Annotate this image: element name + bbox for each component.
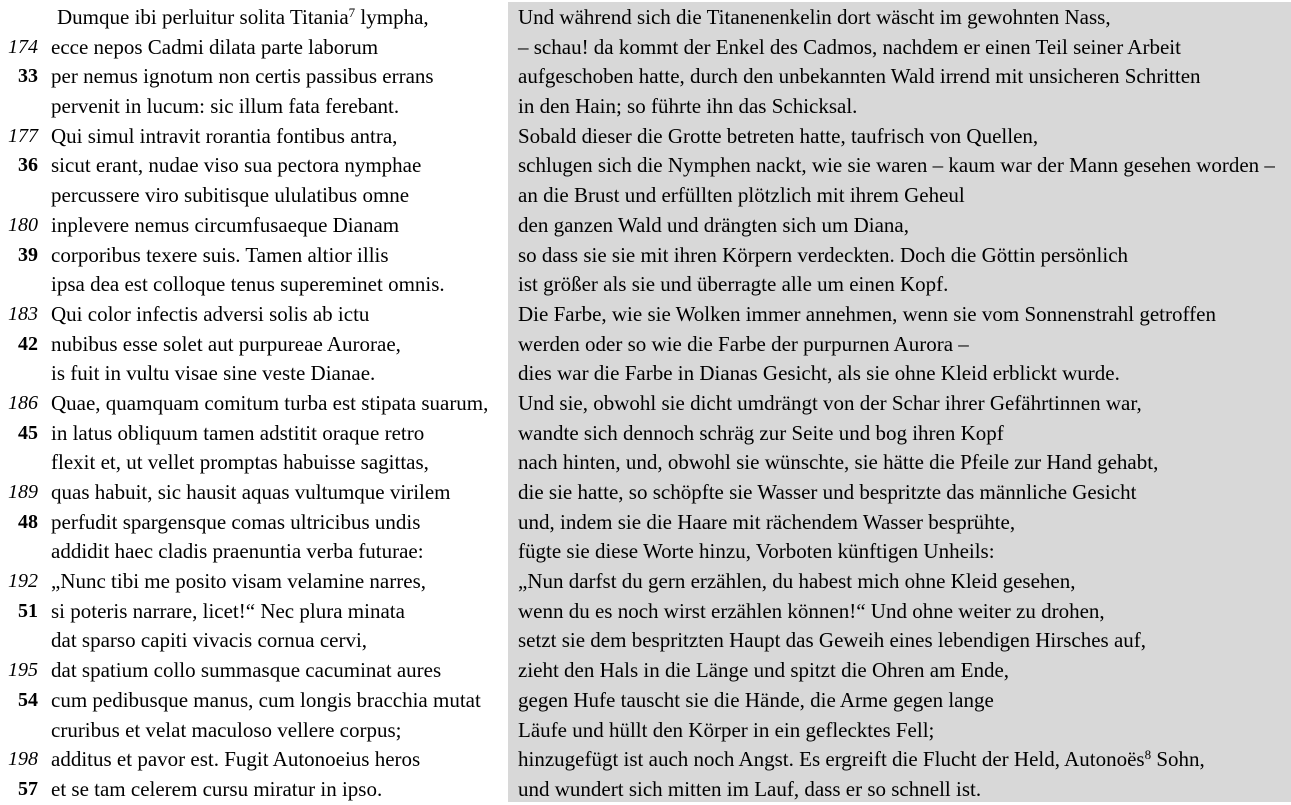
- german-verse-text: setzt sie dem bespritzten Haupt das Geweih eines lebendigen Hirsches auf,: [518, 628, 1147, 653]
- latin-line: [0, 478, 508, 508]
- german-line: [508, 300, 1291, 330]
- latin-line: [0, 448, 508, 478]
- german-verse-text: aufgeschoben hatte, durch den unbekannten Wald irrend mit unsicheren Schritten: [518, 64, 1201, 89]
- german-line: [508, 389, 1291, 419]
- latin-verse-text: quas habuit, sic hausit aquas vultumque virilem: [51, 480, 451, 504]
- german-verse-text: an die Brust und erfüllten plötzlich mit ihrem Geheul: [518, 183, 965, 208]
- latin-line: [0, 389, 508, 419]
- german-line: [508, 270, 1291, 300]
- latin-line: [0, 92, 508, 122]
- latin-line: [0, 686, 508, 716]
- latin-verse-text: in latus obliquum tamen adstitit oraque retro: [51, 420, 425, 445]
- german-verse-text: nach hinten, und, obwohl sie wünschte, sie hätte die Pfeile zur Hand gehabt,: [518, 450, 1159, 475]
- verse-line-number: [0, 359, 38, 389]
- verse-line-number: [0, 716, 38, 746]
- latin-line: [0, 597, 508, 627]
- latin-verse-text: addidit haec cladis praenuntia verba futurae:: [51, 539, 424, 564]
- verse-line-number: 51: [18, 599, 38, 622]
- verse-line-number: 183: [8, 302, 38, 325]
- latin-verse-text: corporibus texere suis. Tamen altior illis: [51, 242, 389, 267]
- german-translation-column: [508, 2, 1291, 802]
- german-line: [508, 716, 1291, 746]
- german-verse-text: fügte sie diese Worte hinzu, Vorboten künftigen Unheils:: [518, 539, 995, 564]
- latin-line: [0, 300, 508, 330]
- latin-line: [0, 716, 508, 746]
- latin-verse-text: inplevere nemus circumfusaeque Dianam: [51, 212, 400, 237]
- german-line: [508, 597, 1291, 627]
- latin-verse-text: nubibus esse solet aut purpureae Aurorae,: [51, 331, 401, 356]
- latin-verse-text: pervenit in lucum: sic illum fata ferebant.: [51, 94, 400, 119]
- german-line: [508, 448, 1291, 478]
- german-verse-text: – schau! da kommt der Enkel des Cadmos, nachdem er einen Teil seiner Arbeit: [518, 34, 1181, 59]
- latin-verse-text: Quae, quamquam comitum turba est stipata suarum,: [51, 390, 489, 415]
- latin-verse-text: dat spatium collo summasque cacuminat aures: [51, 658, 442, 683]
- latin-verse-text: Qui simul intravit rorantia fontibus antra,: [51, 123, 398, 148]
- german-verse-text: so dass sie sie mit ihren Körpern verdeckten. Doch die Göttin persönlich: [518, 242, 1129, 267]
- verse-line-number: 48: [18, 510, 38, 533]
- verse-line-number: 36: [18, 154, 38, 177]
- latin-verse-text: Dumque ibi perluitur solita Titania$^7$ lympha,: [57, 5, 429, 29]
- german-line: [508, 3, 1291, 33]
- latin-line: [0, 419, 508, 449]
- verse-line-number: [0, 3, 38, 33]
- german-line: [508, 330, 1291, 360]
- german-line: [508, 92, 1291, 122]
- latin-line: [0, 181, 508, 211]
- german-verse-text: hinzugefügt ist auch noch Angst. Es ergreift die Flucht der Held, Autonoës$^8$ Sohn,: [518, 747, 1205, 772]
- german-verse-text: gegen Hufe tauscht sie die Hände, die Arme gegen lange: [518, 687, 994, 712]
- verse-line-number: 54: [18, 688, 38, 711]
- verse-line-number: 189: [8, 481, 38, 503]
- latin-line: [0, 359, 508, 389]
- german-line: [508, 775, 1291, 805]
- latin-verse-text: cruribus et velat maculoso vellere corpus;: [51, 717, 402, 742]
- german-verse-text: ist größer als sie und überragte alle um einen Kopf.: [518, 272, 949, 297]
- latin-line: [0, 211, 508, 241]
- german-line: [508, 419, 1291, 449]
- verse-line-number: 186: [8, 391, 38, 414]
- latin-line: [0, 656, 508, 686]
- german-verse-text: und, indem sie die Haare mit rächendem Wasser besprühte,: [518, 509, 1016, 534]
- latin-verse-text: et se tam celerem cursu miratur in ipso.: [51, 776, 383, 801]
- german-line: [508, 537, 1291, 567]
- latin-verse-text: per nemus ignotum non certis passibus errans: [51, 64, 434, 89]
- verse-line-number: 177: [8, 124, 38, 147]
- latin-line: [0, 330, 508, 360]
- german-line: [508, 241, 1291, 271]
- verse-line-number: 42: [18, 332, 38, 355]
- german-line: [508, 656, 1291, 686]
- german-verse-text: wenn du es noch wirst erzählen können!“ Und ohne weiter zu drohen,: [518, 598, 1105, 623]
- german-verse-text: Und sie, obwohl sie dicht umdrängt von der Schar ihrer Gefährtinnen war,: [518, 390, 1142, 415]
- german-verse-text: „Nun darfst du gern erzählen, du habest mich ohne Kleid gesehen,: [518, 569, 1076, 594]
- german-verse-text: Und während sich die Titanenenkelin dort wäscht im gewohnten Nass,: [518, 5, 1111, 29]
- latin-line: [0, 62, 508, 92]
- verse-line-number: [0, 626, 38, 656]
- latin-verse-text: percussere viro subitisque ululatibus omne: [51, 183, 410, 208]
- latin-verse-text: dat sparso capiti vivacis cornua cervi,: [51, 628, 368, 653]
- latin-line: [0, 775, 508, 805]
- verse-line-number: 39: [18, 243, 38, 266]
- verse-line-number: [0, 537, 38, 567]
- latin-verse-text: is fuit in vultu visae sine veste Dianae.: [51, 361, 376, 386]
- latin-verse-text: cum pedibusque manus, cum longis bracchia mutat: [51, 687, 481, 712]
- german-line: [508, 151, 1291, 181]
- german-verse-text: die sie hatte, so schöpfte sie Wasser und bespritzte das männliche Gesicht: [518, 480, 1137, 504]
- latin-verse-text: Qui color infectis adversi solis ab ictu: [51, 301, 370, 326]
- latin-verse-text: flexit et, ut vellet promptas habuisse sagittas,: [51, 450, 429, 475]
- verse-line-number: [0, 181, 38, 211]
- german-verse-text: den ganzen Wald und drängten sich um Diana,: [518, 212, 909, 237]
- latin-verse-text: „Nunc tibi me posito visam velamine narres,: [51, 569, 426, 594]
- latin-line: [0, 122, 508, 152]
- latin-verse-text: ipsa dea est colloque tenus supereminet omnis.: [51, 272, 445, 297]
- latin-verse-text: additus et pavor est. Fugit Autonoeius heros: [51, 747, 421, 772]
- latin-verse-text: sicut erant, nudae viso sua pectora nymphae: [51, 153, 422, 178]
- latin-line: [0, 567, 508, 597]
- german-line: [508, 567, 1291, 597]
- german-verse-text: Sobald dieser die Grotte betreten hatte, taufrisch von Quellen,: [518, 123, 1039, 148]
- latin-verse-text: ecce nepos Cadmi dilata parte laborum: [51, 34, 379, 59]
- latin-line: [0, 626, 508, 656]
- latin-line: [0, 745, 508, 775]
- german-line: [508, 626, 1291, 656]
- latin-line: [0, 241, 508, 271]
- german-verse-text: in den Hain; so führte ihn das Schicksal.: [518, 94, 858, 119]
- german-verse-text: werden oder so wie die Farbe der purpurnen Aurora –: [518, 331, 969, 356]
- latin-line: [0, 33, 508, 63]
- latin-line: [0, 151, 508, 181]
- verse-line-number: 198: [8, 748, 38, 771]
- german-line: [508, 122, 1291, 152]
- verse-line-number: [0, 270, 38, 300]
- latin-line: [0, 270, 508, 300]
- latin-text-column: [0, 3, 508, 805]
- german-line: [508, 62, 1291, 92]
- footnote-marker: 7: [348, 5, 356, 20]
- latin-line: [0, 537, 508, 567]
- latin-line: [0, 3, 508, 33]
- german-verse-text: zieht den Hals in die Länge und spitzt die Ohren am Ende,: [518, 658, 1010, 683]
- verse-line-number: 180: [8, 213, 38, 236]
- german-line: [508, 478, 1291, 508]
- verse-line-number: 45: [18, 421, 38, 444]
- german-line: [508, 745, 1291, 775]
- verse-line-number: 195: [8, 659, 38, 682]
- german-line: [508, 33, 1291, 63]
- german-verse-text: Die Farbe, wie sie Wolken immer annehmen, wenn sie vom Sonnenstrahl getroffen: [518, 301, 1216, 326]
- verse-line-number: 33: [18, 65, 38, 88]
- german-verse-text: wandte sich dennoch schräg zur Seite und bog ihren Kopf: [518, 420, 1004, 445]
- latin-verse-text: si poteris narrare, licet!“ Nec plura minata: [51, 598, 405, 623]
- german-verse-text: Läufe und hüllt den Körper in ein geflecktes Fell;: [518, 717, 935, 742]
- verse-line-number: 57: [18, 777, 38, 800]
- verse-line-number: 174: [8, 35, 38, 58]
- verse-line-number: 192: [8, 570, 38, 593]
- footnote-marker: 8: [1144, 747, 1152, 763]
- german-line: [508, 211, 1291, 241]
- german-verse-text: schlugen sich die Nymphen nackt, wie sie waren – kaum war der Mann gesehen worden –: [518, 153, 1275, 178]
- latin-verse-text: perfudit spargensque comas ultricibus undis: [51, 509, 421, 534]
- german-line: [508, 508, 1291, 538]
- german-line: [508, 181, 1291, 211]
- verse-line-number: [0, 92, 38, 122]
- german-verse-text: dies war die Farbe in Dianas Gesicht, als sie ohne Kleid erblickt wurde.: [518, 361, 1120, 386]
- german-line: [508, 686, 1291, 716]
- verse-line-number: [0, 448, 38, 478]
- german-verse-text: und wundert sich mitten im Lauf, dass er so schnell ist.: [518, 776, 982, 801]
- latin-line: [0, 508, 508, 538]
- german-line: [508, 359, 1291, 389]
